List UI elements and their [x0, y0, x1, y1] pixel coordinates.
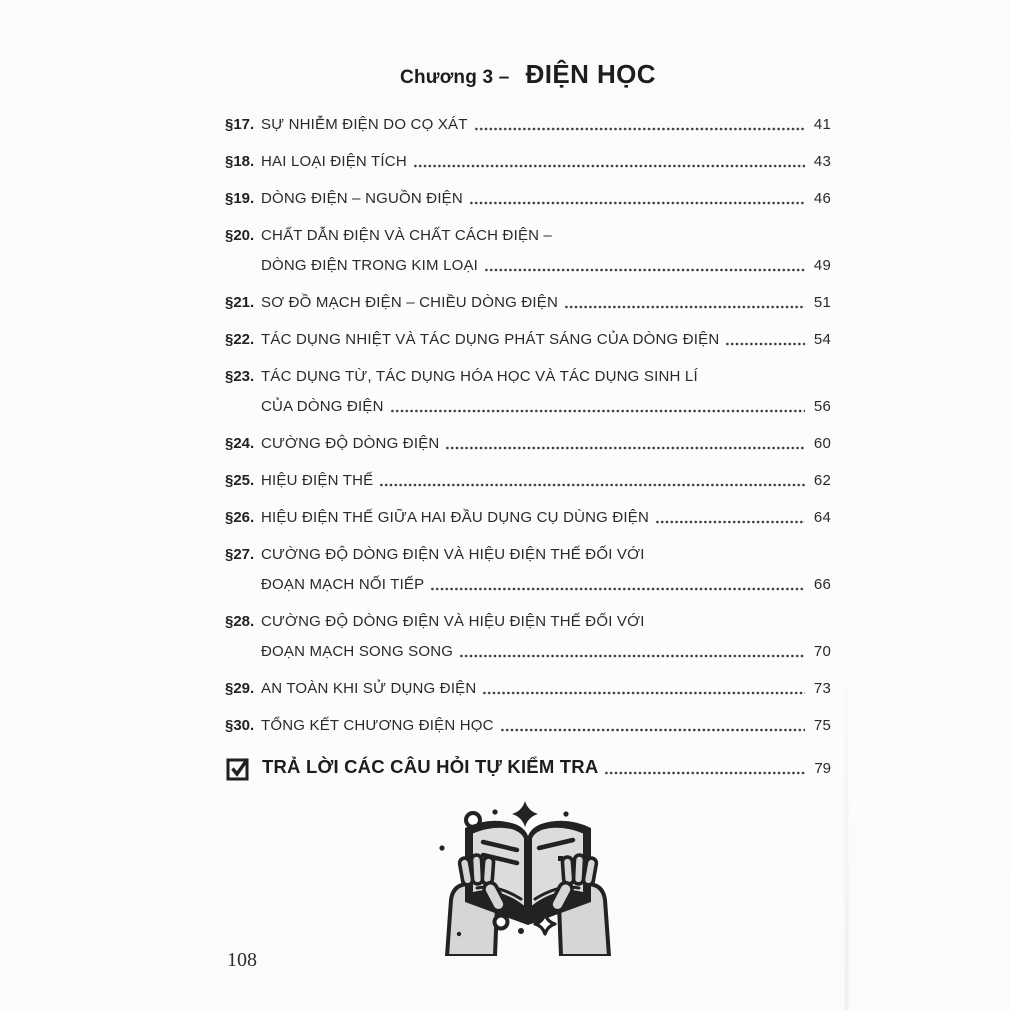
toc-entry-title: CHẤT DẪN ĐIỆN VÀ CHẤT CÁCH ĐIỆN – — [261, 227, 553, 244]
toc-entry-number: §24. — [225, 435, 255, 452]
toc-entry-lines — [261, 184, 831, 214]
toc-entry-number: §30. — [225, 717, 255, 734]
toc-entry-title: HIỆU ĐIỆN THẾ GIỮA HAI ĐẦU DỤNG CỤ DÙNG ĐIỆN — [261, 509, 650, 526]
answers-page-number: 79 — [814, 760, 831, 777]
toc-entry-line — [261, 392, 831, 422]
answers-entry — [225, 750, 831, 785]
toc-entry-title: CƯỜNG ĐỘ DÒNG ĐIỆN VÀ HIỆU ĐIỆN THẾ ĐỐI VỚI — [261, 546, 645, 563]
toc-entry-line — [261, 637, 831, 667]
toc-entry-number: §21. — [225, 294, 255, 311]
sparkle-circle — [495, 916, 508, 929]
toc-entry-page-number: 51 — [813, 294, 831, 311]
toc-entry-line — [261, 288, 831, 318]
answers-label: TRẢ LỜI CÁC CÂU HỎI TỰ KIỂM TRA — [262, 756, 599, 777]
toc-entry-title: ĐOẠN MẠCH SONG SONG — [261, 643, 454, 660]
toc-entry-lines — [261, 147, 831, 177]
toc-entry-title: TÁC DỤNG TỪ, TÁC DỤNG HÓA HỌC VÀ TÁC DỤNG SINH LÍ — [261, 368, 698, 385]
chapter-heading — [225, 56, 831, 94]
toc-entry-line — [261, 570, 831, 600]
toc-entry-line — [261, 251, 831, 281]
toc-entry-number: §20. — [225, 227, 255, 244]
toc-entry-page-number: 49 — [813, 257, 831, 274]
chapter-title: ĐIỆN HỌC — [525, 59, 656, 89]
toc-entry-page-number: 70 — [813, 643, 831, 660]
dot-leader — [604, 770, 805, 775]
toc-entry-lines — [261, 362, 831, 422]
toc-entry — [225, 674, 831, 704]
toc-entry-line — [261, 674, 831, 704]
toc-entry — [225, 325, 831, 355]
page-content — [225, 56, 831, 961]
dot-leader — [459, 653, 805, 658]
toc-entry — [225, 503, 831, 533]
toc-entry-line — [261, 325, 831, 355]
toc-entry-number: §28. — [225, 613, 255, 630]
toc-entry-lines — [261, 288, 831, 318]
toc-entry — [225, 147, 831, 177]
toc-entry-line — [261, 466, 831, 496]
dot-leader — [725, 341, 805, 346]
toc-entry-lines — [261, 429, 831, 459]
toc-entry — [225, 184, 831, 214]
toc-entry-line — [261, 362, 831, 392]
toc-entry-lines — [261, 503, 831, 533]
toc-entry-lines — [261, 540, 831, 600]
toc-entry-line — [261, 221, 831, 251]
toc-entry-line — [261, 607, 831, 637]
toc-entry — [225, 540, 831, 600]
dot-leader — [430, 586, 805, 591]
page-edge-crease — [845, 690, 848, 1011]
toc-entry-number: §23. — [225, 368, 255, 385]
toc-entry-page-number: 43 — [813, 153, 831, 170]
toc-entry — [225, 607, 831, 667]
toc-entry-line — [261, 429, 831, 459]
toc-entry-page-number: 62 — [813, 472, 831, 489]
toc-entry-title: SỰ NHIỄM ĐIỆN DO CỌ XÁT — [261, 116, 468, 133]
toc-entry-title: TÁC DỤNG NHIỆT VÀ TÁC DỤNG PHÁT SÁNG CỦA DÒNG ĐIỆN — [261, 331, 720, 348]
toc-entry-number: §26. — [225, 509, 255, 526]
dot-leader — [413, 163, 805, 168]
toc-entry — [225, 221, 831, 281]
toc-entry-title: SƠ ĐỒ MẠCH ĐIỆN – CHIỀU DÒNG ĐIỆN — [261, 294, 558, 311]
toc-entry-page-number: 56 — [813, 398, 831, 415]
toc-entry — [225, 429, 831, 459]
toc-entry — [225, 110, 831, 140]
toc-entry — [225, 288, 831, 318]
toc-entry-line — [261, 184, 831, 214]
toc-entry — [225, 711, 831, 741]
toc-entry-page-number: 73 — [813, 680, 831, 697]
toc-entry-title: AN TOÀN KHI SỬ DỤNG ĐIỆN — [261, 680, 477, 697]
chapter-label: Chương 3 – — [400, 67, 510, 88]
toc-entry-title: TỔNG KẾT CHƯƠNG ĐIỆN HỌC — [261, 717, 494, 734]
toc-entry-number: §29. — [225, 680, 255, 697]
toc-entry-lines — [261, 674, 831, 704]
toc-entry-number: §17. — [225, 116, 255, 133]
dot-leader — [469, 200, 805, 205]
toc-entry-lines — [261, 110, 831, 140]
toc-entry-title: HAI LOẠI ĐIỆN TÍCH — [261, 153, 407, 170]
toc-entry-line — [261, 540, 831, 570]
toc-entry-lines — [261, 711, 831, 741]
toc-entry-title: ĐOẠN MẠCH NỐI TIẾP — [261, 576, 425, 593]
toc-entry-title: CỦA DÒNG ĐIỆN — [261, 398, 384, 415]
toc-entry-lines — [261, 221, 831, 281]
toc-entry-line — [261, 503, 831, 533]
dot-leader — [474, 126, 805, 131]
toc-entry-number: §25. — [225, 472, 255, 489]
toc-entry-page-number: 64 — [813, 509, 831, 526]
dot-leader — [482, 690, 805, 695]
dot-leader — [484, 267, 805, 272]
toc-entry-title: DÒNG ĐIỆN TRONG KIM LOẠI — [261, 257, 479, 274]
toc-entry-number: §22. — [225, 331, 255, 348]
dot-leader — [500, 727, 805, 732]
toc-entry — [225, 362, 831, 422]
toc-entry-line — [261, 711, 831, 741]
book-in-hands-illustration — [225, 798, 831, 961]
toc-entry-lines — [261, 607, 831, 667]
toc-entry-title: CƯỜNG ĐỘ DÒNG ĐIỆN VÀ HIỆU ĐIỆN THẾ ĐỐI VỚI — [261, 613, 645, 630]
toc-entry-number: §19. — [225, 190, 255, 207]
toc-entry-lines — [261, 325, 831, 355]
dot-leader — [445, 445, 805, 450]
table-of-contents — [225, 110, 831, 741]
checked-checkbox-icon — [225, 754, 252, 781]
toc-entry-page-number: 41 — [813, 116, 831, 133]
toc-entry-title: CƯỜNG ĐỘ DÒNG ĐIỆN — [261, 435, 440, 452]
toc-entry-page-number: 46 — [813, 190, 831, 207]
toc-entry-page-number: 54 — [813, 331, 831, 348]
toc-entry-number: §18. — [225, 153, 255, 170]
dot-leader — [379, 482, 805, 487]
sparkle-star — [512, 801, 538, 827]
toc-entry-lines — [261, 466, 831, 496]
toc-entry-title: HIỆU ĐIỆN THẾ — [261, 472, 374, 489]
open-book-in-hands-icon — [435, 798, 621, 956]
dot-leader — [564, 304, 805, 309]
dot-leader — [390, 408, 805, 413]
toc-entry-title: DÒNG ĐIỆN – NGUỒN ĐIỆN — [261, 190, 463, 207]
toc-entry-line — [261, 147, 831, 177]
dot-leader — [655, 519, 805, 524]
toc-entry-number: §27. — [225, 546, 255, 563]
page-number: 108 — [227, 949, 257, 971]
toc-entry-page-number: 66 — [813, 576, 831, 593]
toc-entry-page-number: 75 — [813, 717, 831, 734]
toc-entry — [225, 466, 831, 496]
toc-entry-page-number: 60 — [813, 435, 831, 452]
toc-entry-line — [261, 110, 831, 140]
